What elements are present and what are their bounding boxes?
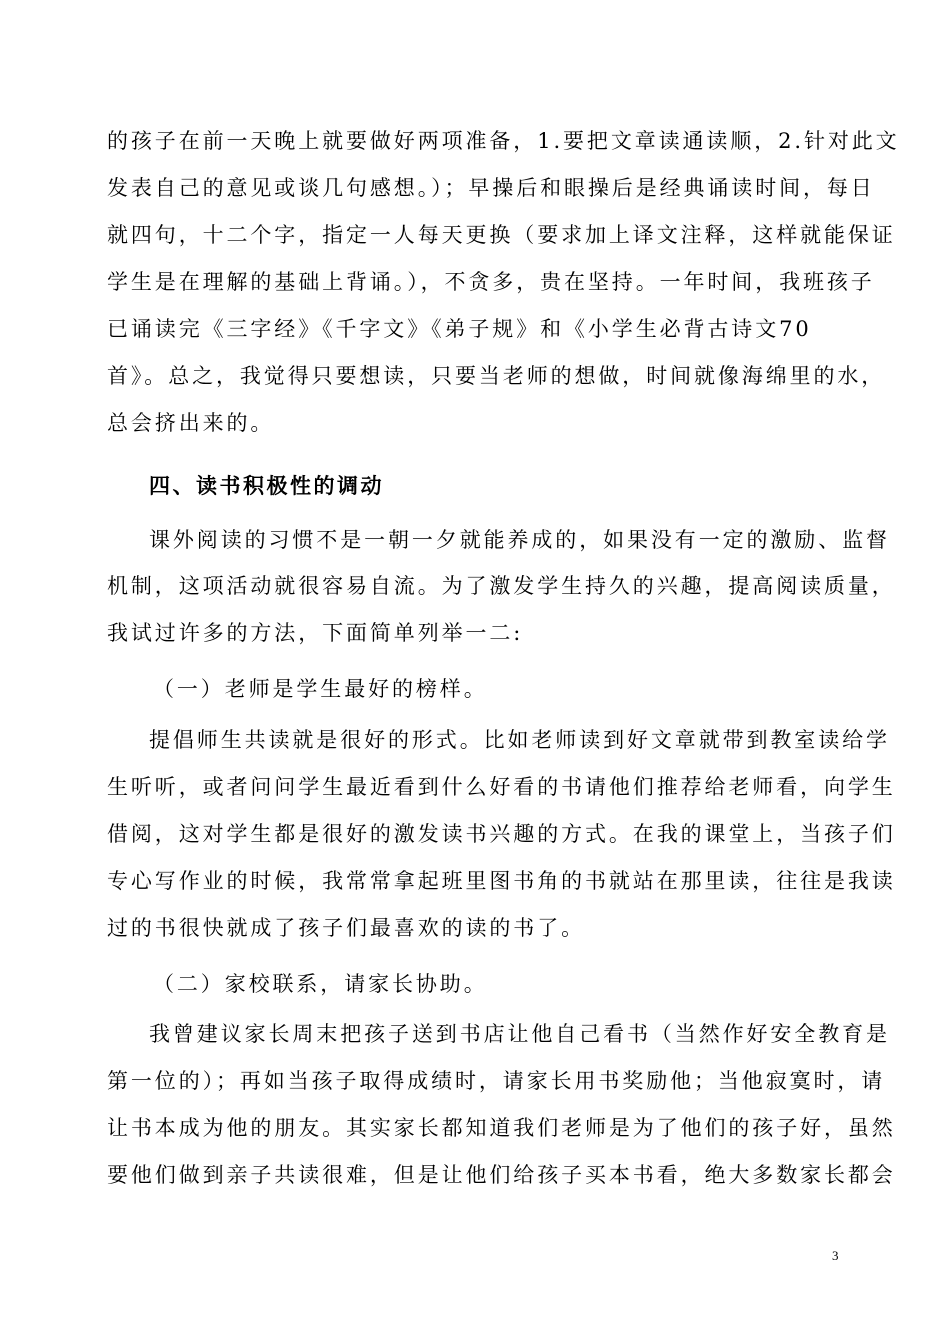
paragraph-line: 首》。总之，我觉得只要想读，只要当老师的想做，时间就像海绵里的水， [107,364,886,388]
section-heading: 四、读书积极性的调动 [149,473,384,498]
subsection-heading: （二）家校联系，请家长协助。 [153,972,488,996]
paragraph-line: 我试过许多的方法，下面简单列举一二: [107,621,524,645]
paragraph-line: 发表自己的意见或谈几句感想。）；早操后和眼操后是经典诵读时间，每日 [107,176,875,200]
paragraph-line: 学生是在理解的基础上背诵。），不贪多，贵在坚持。一年时间，我班孩子 [107,270,875,294]
subsection-heading: （一）老师是学生最好的榜样。 [153,677,488,701]
paragraph-line: 专心写作业的时候，我常常拿起班里图书角的书就站在那里读，往往是我读 [107,869,896,893]
paragraph-line: 我曾建议家长周末把孩子送到书店让他自己看书（当然作好安全教育是 [149,1022,890,1046]
paragraph-line: 课外阅读的习惯不是一朝一夕就能养成的，如果没有一定的激励、监督 [149,528,890,552]
paragraph-line: 让书本成为他的朋友。其实家长都知道我们老师是为了他们的孩子好，虽然 [107,1116,896,1140]
paragraph-line: 提倡师生共读就是很好的形式。比如老师读到好文章就带到教室读给学 [149,728,890,752]
paragraph-line: 总会挤出来的。 [107,411,275,435]
paragraph-line: 的孩子在前一天晚上就要做好两项准备，1.要把文章读通读顺，2.针对此文 [107,129,900,153]
paragraph-line: 已诵读完《三字经》《千字文》《弟子规》和《小学生必背古诗文70 [107,317,812,341]
paragraph-line: 借阅，这对学生都是很好的激发读书兴趣的方式。在我的课堂上，当孩子们 [107,822,896,846]
paragraph-line: 过的书很快就成了孩子们最喜欢的读的书了。 [107,916,585,940]
paragraph-line: 要他们做到亲子共读很难，但是让他们给孩子买本书看，绝大多数家长都会 [107,1163,896,1187]
paragraph-line: 生听听，或者问问学生最近看到什么好看的书请他们推荐给老师看，向学生 [107,775,896,799]
paragraph-line: 就四句，十二个字，指定一人每天更换（要求加上译文注释，这样就能保证 [107,223,896,247]
page-number: 3 [832,1248,839,1263]
paragraph-line: 机制，这项活动就很容易自流。为了激发学生持久的兴趣，提高阅读质量， [107,574,896,598]
paragraph-line: 第一位的）；再如当孩子取得成绩时，请家长用书奖励他；当他寂寞时，请 [107,1069,886,1093]
